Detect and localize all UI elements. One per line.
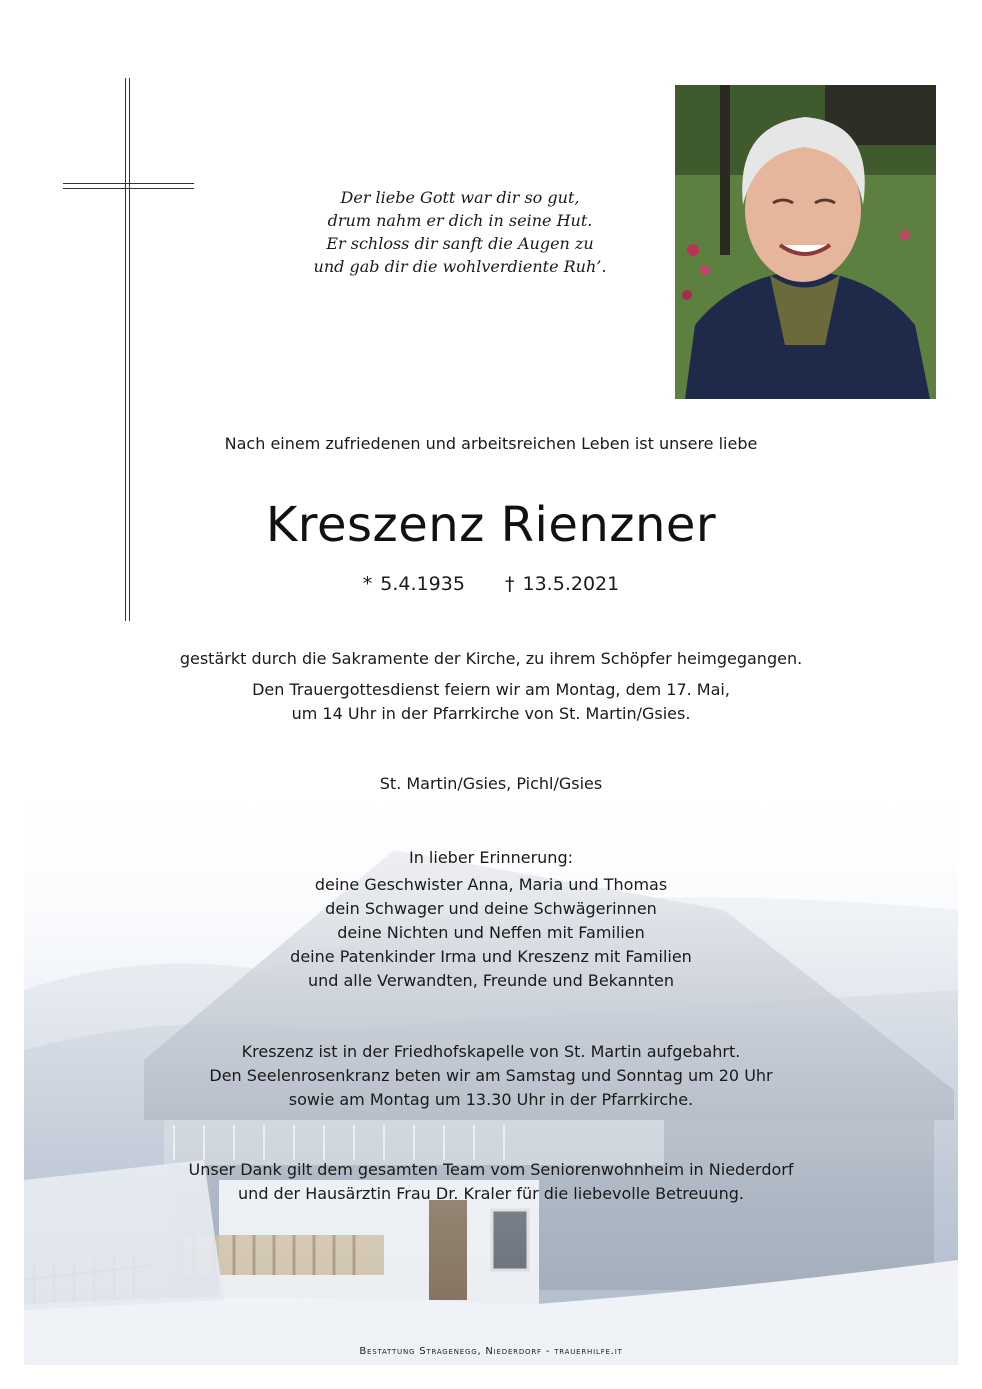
deceased-name: Kreszenz Rienzner	[265, 497, 717, 553]
wake-info	[0, 1040, 982, 1112]
mourner-line: deine Geschwister Anna, Maria und Thomas	[314, 875, 668, 894]
funeral-line: um 14 Uhr in der Pfarrkirche von St. Martin/Gsies.	[291, 704, 691, 723]
funeral-info	[0, 678, 982, 726]
life-dates	[0, 573, 982, 595]
mourner-line: deine Nichten und Neffen mit Familien	[337, 923, 645, 942]
portrait-photo	[675, 85, 936, 399]
places-text: St. Martin/Gsies, Pichl/Gsies	[379, 774, 603, 793]
mourner-line: deine Patenkinder Irma und Kreszenz mit Familien	[290, 947, 692, 966]
wake-line: Den Seelenrosenkranz beten wir am Samstag und Sonntag um 20 Uhr	[209, 1066, 773, 1085]
memory-heading: In lieber Erinnerung:	[408, 848, 573, 867]
wake-line: sowie am Montag um 13.30 Uhr in der Pfarrkirche.	[288, 1090, 694, 1109]
birth-date: * 5.4.1935	[362, 573, 465, 595]
verse	[270, 186, 650, 278]
verse-line: Er schloss dir sanft die Augen zu	[326, 234, 594, 253]
mourner-line: dein Schwager und deine Schwägerinnen	[325, 899, 657, 918]
funeral-line: Den Trauergottesdienst feiern wir am Montag, dem 17. Mai,	[252, 680, 730, 699]
verse-line: drum nahm er dich in seine Hut.	[327, 211, 593, 230]
thanks-line: Unser Dank gilt dem gesamten Team vom Seniorenwohnheim in Niederdorf	[188, 1160, 794, 1179]
death-date: † 13.5.2021	[504, 573, 620, 595]
mourner-line: und alle Verwandten, Freunde und Bekannten	[307, 971, 675, 990]
thanks-text	[0, 1158, 982, 1206]
funeral-home-footer: Bestattung Stragenegg, Niederdorf - trauerhilfe.it	[359, 1346, 623, 1357]
verse-line: Der liebe Gott war dir so gut,	[340, 188, 580, 207]
thanks-line: und der Hausärztin Frau Dr. Kraler für die liebevolle Betreuung.	[238, 1184, 744, 1203]
mourners-list	[0, 873, 982, 993]
wake-line: Kreszenz ist in der Friedhofskapelle von St. Martin aufgebahrt.	[241, 1042, 741, 1061]
cross-bar	[63, 183, 194, 189]
passing-text: gestärkt durch die Sakramente der Kirche, zu ihrem Schöpfer heimgegangen.	[179, 649, 803, 668]
intro-text: Nach einem zufriedenen und arbeitsreichen Leben ist unsere liebe	[224, 434, 758, 453]
verse-line: und gab dir die wohlverdiente Ruh’.	[313, 257, 607, 276]
